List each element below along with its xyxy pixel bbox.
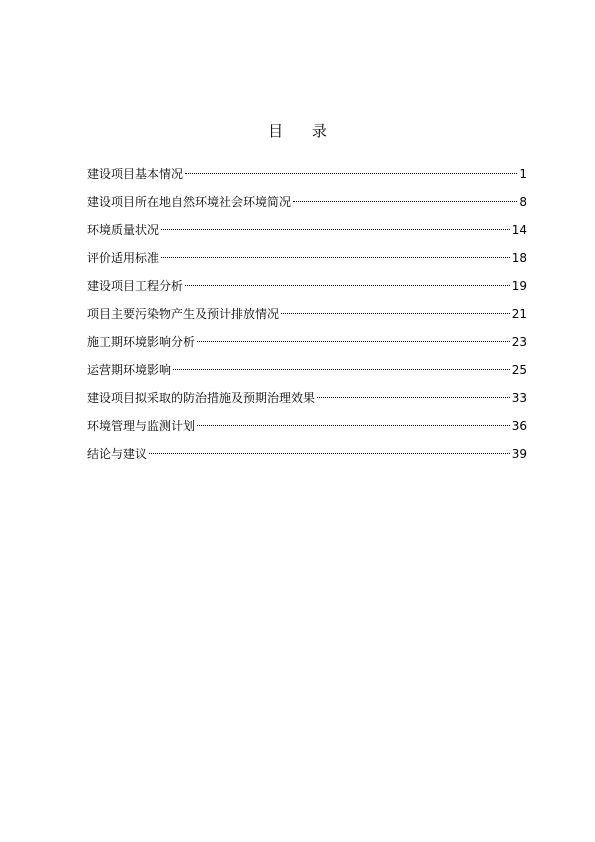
toc-entry-label: 评价适用标准	[87, 251, 160, 265]
toc-entry-page: 21	[511, 307, 527, 321]
toc-entry[interactable]	[87, 384, 527, 412]
toc-entry-page: 18	[511, 251, 527, 265]
toc-entry[interactable]	[87, 216, 527, 244]
toc-entry-label: 施工期环境影响分析	[87, 335, 196, 349]
toc-entry-label: 环境质量状况	[87, 223, 160, 237]
toc-dot-leader	[317, 397, 510, 398]
toc-entry[interactable]	[87, 356, 527, 384]
toc-dot-leader	[185, 173, 517, 174]
toc-entry-page: 14	[511, 223, 527, 237]
toc-dot-leader	[161, 229, 510, 230]
toc-list	[87, 160, 527, 468]
toc-entry-label: 环境管理与监测计划	[87, 419, 196, 433]
toc-dot-leader	[173, 369, 510, 370]
toc-entry-page: 39	[511, 447, 527, 461]
toc-entry[interactable]	[87, 272, 527, 300]
toc-entry-page: 8	[519, 195, 527, 209]
toc-entry-page: 25	[511, 363, 527, 377]
toc-entry-label: 建设项目工程分析	[87, 279, 184, 293]
toc-entry-label: 项目主要污染物产生及预计排放情况	[87, 307, 280, 321]
toc-entry-label: 结论与建议	[87, 447, 148, 461]
toc-entry-page: 33	[511, 391, 527, 405]
toc-entry[interactable]	[87, 160, 527, 188]
toc-title: 目 录	[268, 122, 339, 140]
toc-entry[interactable]	[87, 328, 527, 356]
toc-entry[interactable]	[87, 412, 527, 440]
toc-entry-page: 19	[511, 279, 527, 293]
toc-entry-label: 建设项目所在地自然环境社会环境简况	[87, 195, 292, 209]
toc-entry[interactable]	[87, 440, 527, 468]
toc-entry-label: 运营期环境影响	[87, 363, 172, 377]
toc-entry-label: 建设项目拟采取的防治措施及预期治理效果	[87, 391, 316, 405]
toc-entry-label: 建设项目基本情况	[87, 167, 184, 181]
toc-dot-leader	[197, 425, 510, 426]
toc-entry[interactable]	[87, 300, 527, 328]
toc-entry[interactable]	[87, 188, 527, 216]
toc-dot-leader	[293, 201, 517, 202]
toc-entry-page: 1	[519, 167, 527, 181]
toc-entry-page: 23	[511, 335, 527, 349]
toc-dot-leader	[149, 453, 510, 454]
toc-dot-leader	[161, 257, 510, 258]
toc-dot-leader	[197, 341, 510, 342]
toc-entry-page: 36	[511, 419, 527, 433]
toc-entry[interactable]	[87, 244, 527, 272]
toc-dot-leader	[185, 285, 510, 286]
toc-dot-leader	[281, 313, 510, 314]
